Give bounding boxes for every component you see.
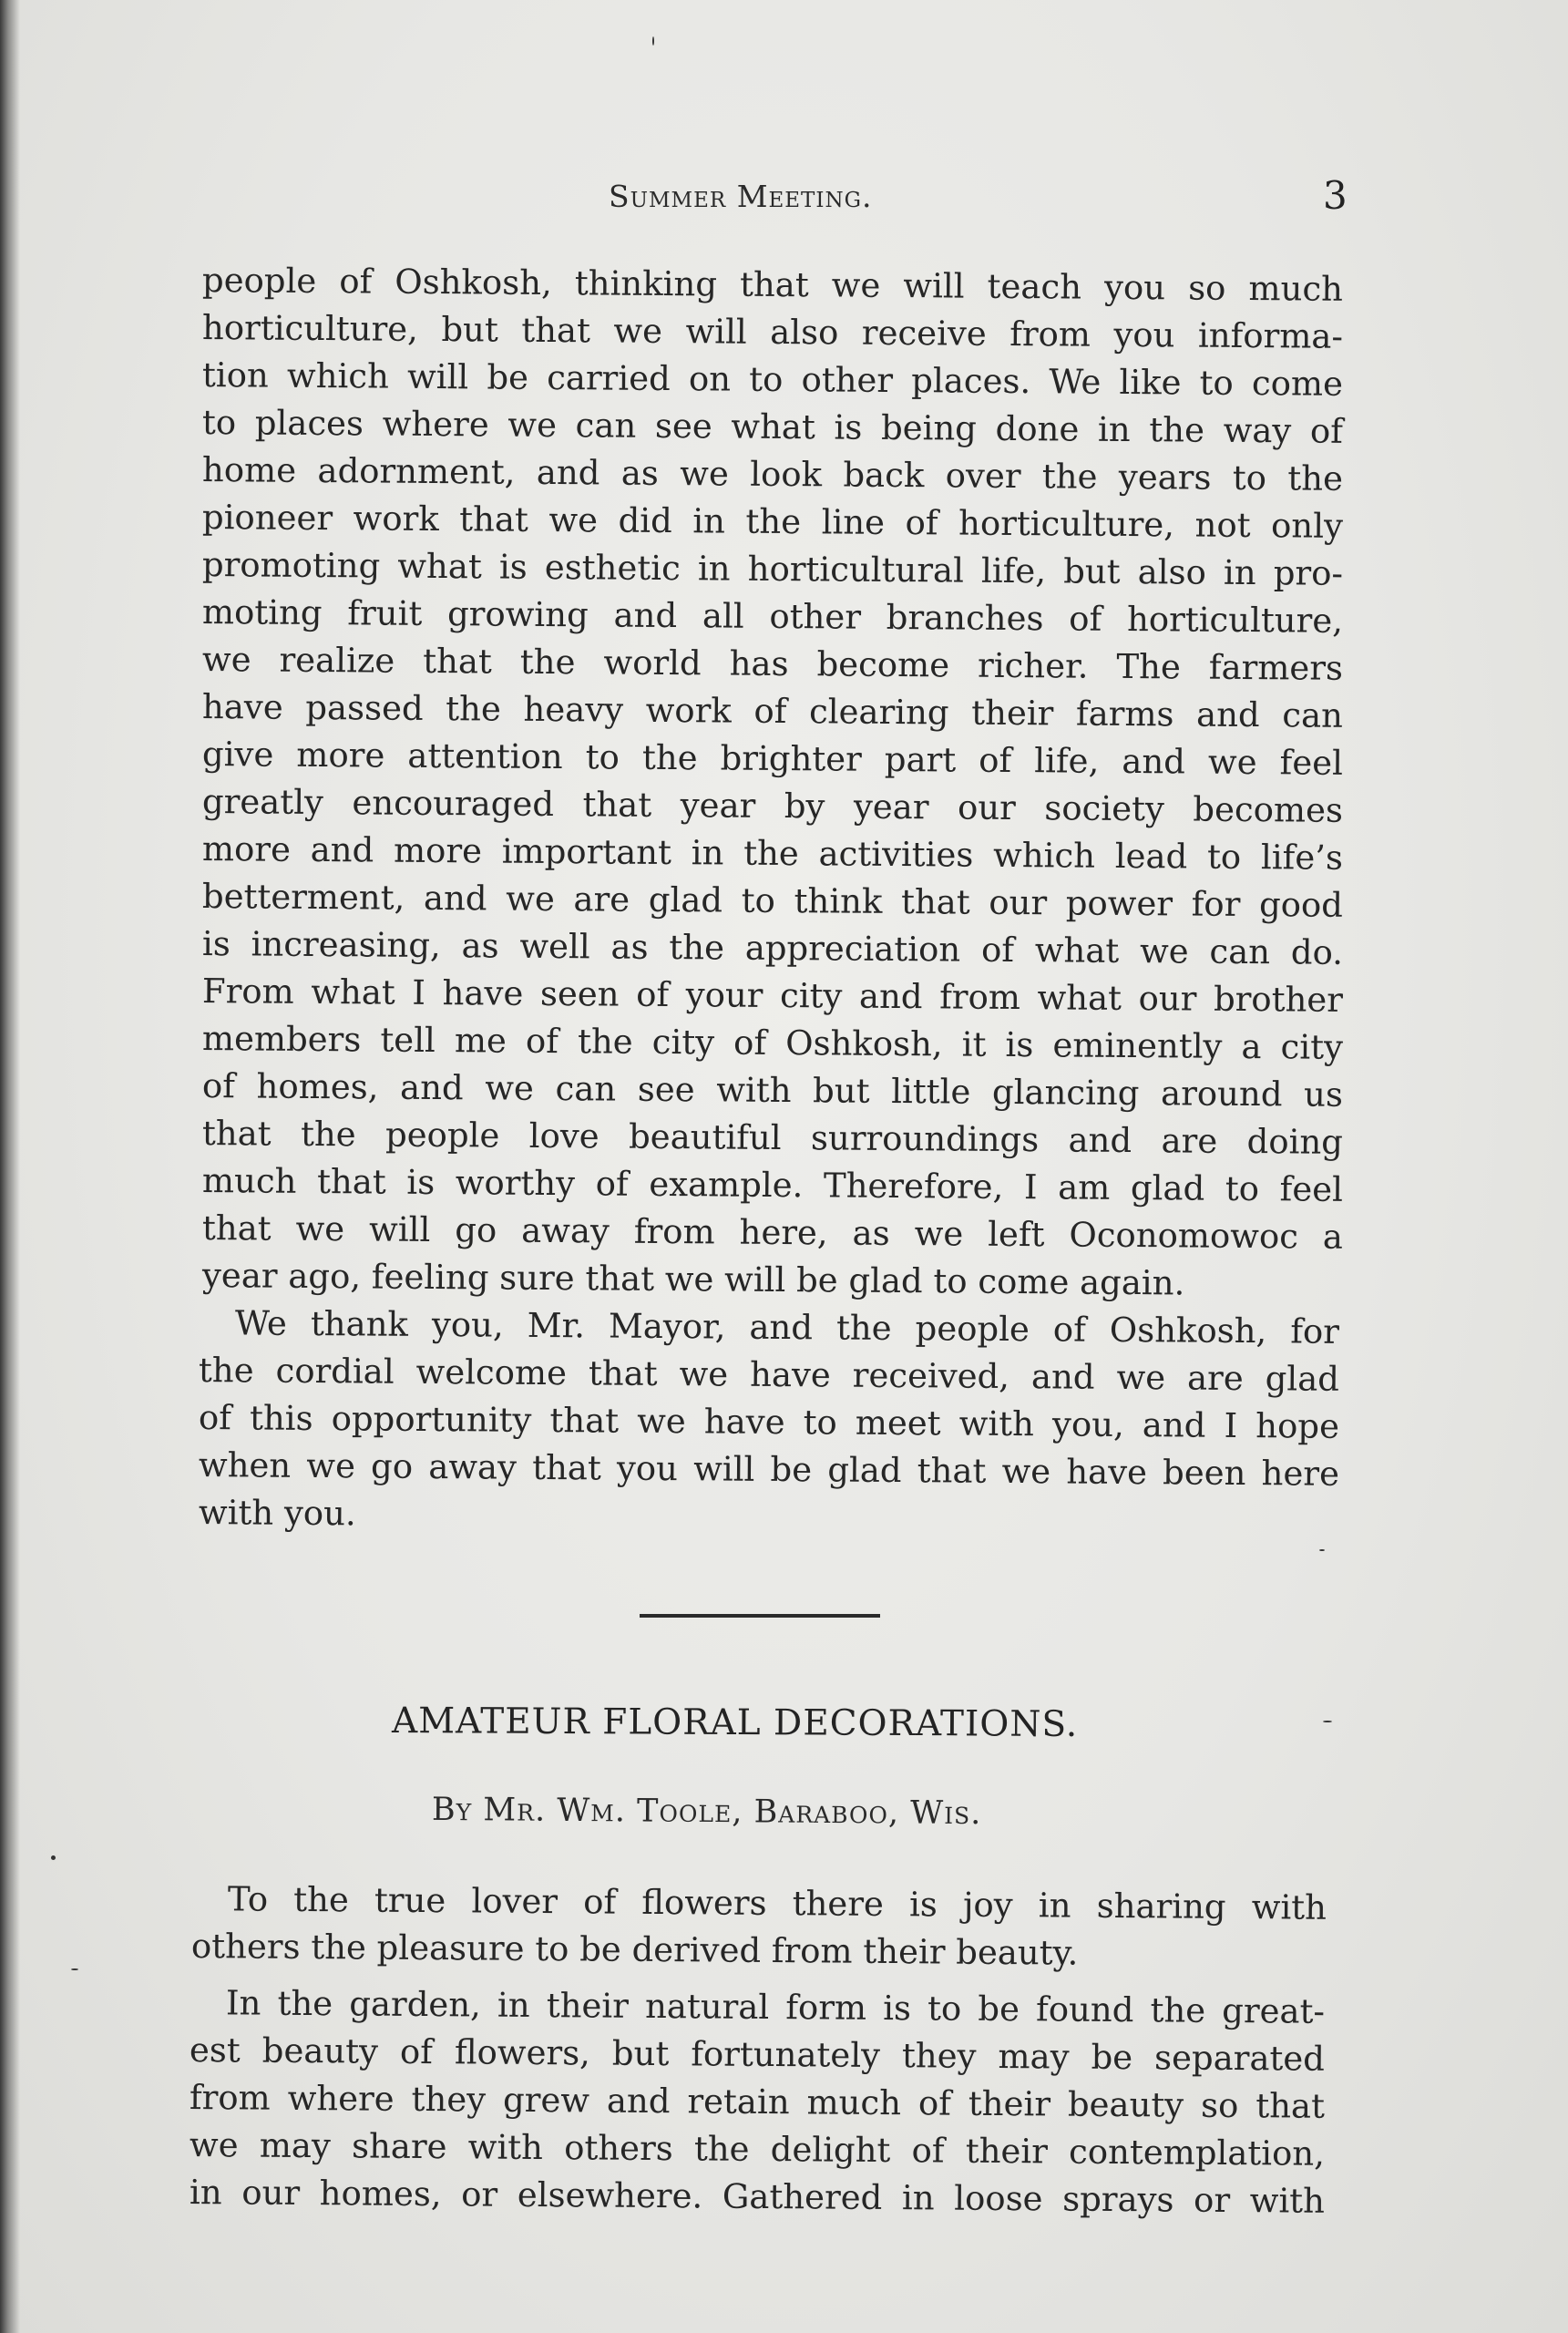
article-paragraph-1 <box>190 1876 1327 1973</box>
scan-speck <box>1319 1549 1325 1551</box>
text-line: give more attention to the brighter part of life, and we feel <box>201 735 1344 783</box>
text-line: moting fruit growing and all other branches of horticulture, <box>201 592 1344 641</box>
text-line: pioneer work that we did in the line of horticulture, not only <box>201 498 1344 546</box>
text-line: in our homes, or elsewhere. Gathered in loose sprays or with <box>189 2173 1326 2221</box>
text-line: est beauty of flowers, but fortunately they may be separated <box>189 2030 1326 2079</box>
text-line: In the garden, in their natural form is to be found the great- <box>225 1983 1326 2031</box>
running-title: Summer Meeting. <box>609 179 873 214</box>
text-line: from where they grew and retain much of their beauty so that <box>189 2078 1326 2126</box>
text-line: others the pleasure to be derived from their beauty. <box>190 1927 1079 1973</box>
scan-speck <box>51 1855 56 1860</box>
text-line: home adornment, and as we look back over the years to the <box>201 450 1344 498</box>
text-line: we may share with others the delight of their contemplation, <box>189 2125 1326 2174</box>
speech-paragraph-2 <box>199 1300 1339 1536</box>
scan-speck <box>652 36 654 46</box>
text-line: tion which will be carried on to other places. We like to come <box>201 355 1344 404</box>
text-line: greatly encouraged that year by year our society becomes <box>201 782 1344 830</box>
speech-paragraph-1 <box>201 257 1344 1303</box>
text-line: people of Oshkosh, thinking that we will teach you so much <box>201 261 1344 309</box>
page-number: 3 <box>1323 173 1348 218</box>
text-line: we realize that the world has become richer. The farmers <box>201 640 1344 688</box>
scan-speck <box>71 1968 78 1970</box>
text-line: that the people love beautiful surroundings and are doing <box>201 1114 1344 1162</box>
text-line: horticulture, but that we will also receive from you informa- <box>201 308 1344 356</box>
text-line: have passed the heavy work of clearing their farms and can <box>201 687 1344 735</box>
text-line: to places where we can see what is being done in the way of <box>201 403 1344 451</box>
text-line: the cordial welcome that we have received, and we are glad <box>198 1351 1340 1399</box>
text-line: that we will go away from here, as we left Oconomowoc a <box>201 1208 1344 1257</box>
text-line: To the true lover of flowers there is joy in sharing with <box>227 1879 1327 1927</box>
text-line: of this opportunity that we have to meet with you, and I hope <box>198 1398 1340 1446</box>
binding-shadow <box>0 0 20 2333</box>
text-line: We thank you, Mr. Mayor, and the people of Oshkosh, for <box>234 1303 1340 1351</box>
article-title: AMATEUR FLORAL DECORATIONS. <box>391 1701 1079 1745</box>
text-line: From what I have seen of your city and from what our brother <box>201 971 1344 1020</box>
text-line: when we go away that you will be glad that we have been here <box>198 1445 1340 1494</box>
text-line: with you. <box>198 1493 356 1534</box>
text-line: of homes, and we can see with but little glancing around us <box>201 1066 1344 1115</box>
section-divider <box>640 1614 880 1618</box>
article-paragraph-2 <box>189 1979 1326 2221</box>
text-line: betterment, and we are glad to think that our power for good <box>201 877 1344 925</box>
text-line: is increasing, as well as the appreciation of what we can do. <box>201 924 1344 972</box>
text-line: more and more important in the activities which lead to life’s <box>201 829 1344 878</box>
running-head <box>0 173 1568 224</box>
text-line: promoting what is esthetic in horticultural life, but also in pro- <box>201 545 1344 593</box>
text-line: much that is worthy of example. Therefore, I am glad to feel <box>201 1161 1344 1209</box>
scan-speck <box>1323 1721 1332 1722</box>
text-line: year ago, feeling sure that we will be glad to come again. <box>201 1256 1185 1303</box>
article-byline: By Mr. Wm. Toole, Baraboo, Wis. <box>431 1791 982 1833</box>
text-line: members tell me of the city of Oshkosh, it is eminently a city <box>201 1019 1344 1067</box>
